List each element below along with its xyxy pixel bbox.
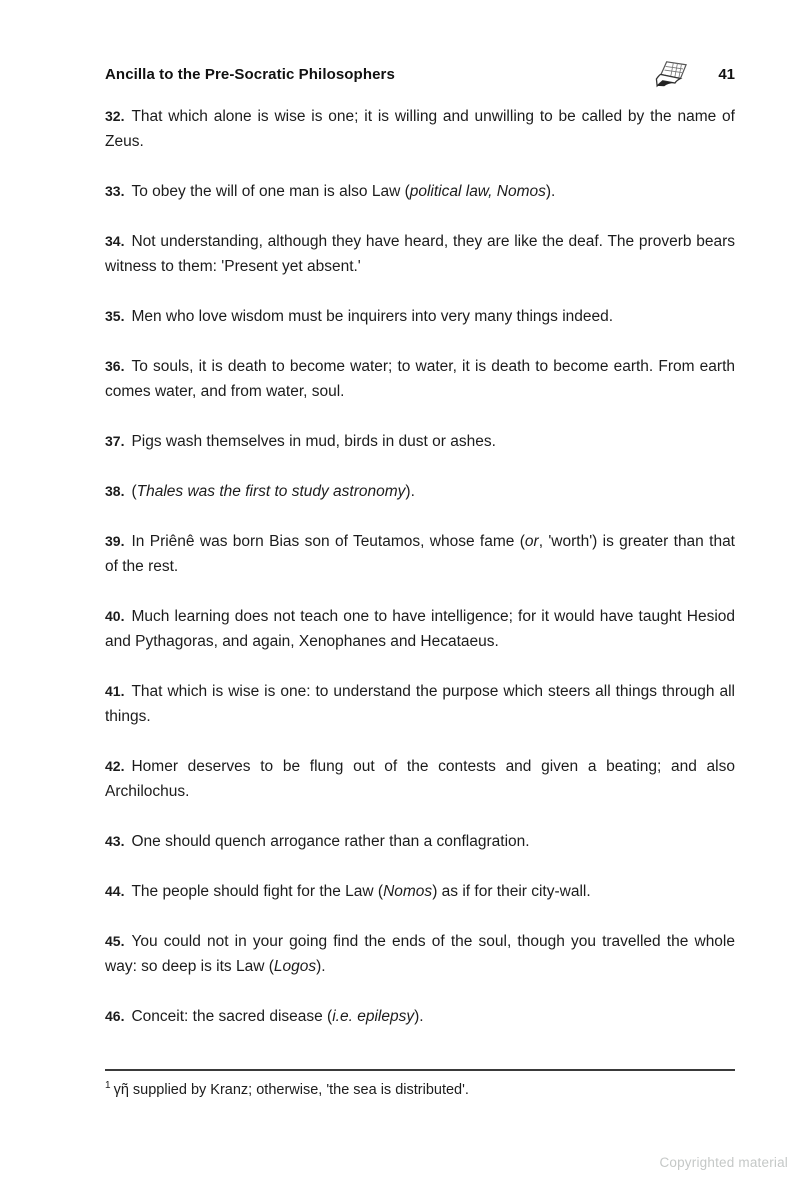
fragment-text-italic: Thales was the first to study astronomy (136, 483, 406, 500)
fragment-paragraph (105, 179, 735, 204)
footnote-text: γῆ supplied by Kranz; otherwise, 'the sea is distributed'. (113, 1082, 469, 1098)
fragment-paragraph (105, 479, 735, 504)
open-book-icon (654, 58, 696, 90)
footnote-divider (105, 1069, 735, 1071)
fragment-text: You could not in your going find the ends of the soul, though you travelled the whole way: so deep is its Law ( (105, 933, 735, 975)
fragment-paragraph (105, 529, 735, 579)
fragment-number: 41. (105, 683, 125, 699)
fragment-text: Much learning does not teach one to have intelligence; for it would have taught Hesiod and Pythagoras, and again, Xenophanes and Hecataeus. (105, 608, 735, 650)
fragment-paragraph (105, 229, 735, 279)
fragment-text: ) as if for their city-wall. (432, 883, 591, 900)
header-right-group (654, 58, 735, 90)
fragment-paragraph (105, 679, 735, 729)
fragment-number: 44. (105, 883, 125, 899)
fragment-number: 35. (105, 308, 125, 324)
fragment-number: 45. (105, 933, 125, 949)
running-head-title: Ancilla to the Pre-Socratic Philosophers (105, 65, 395, 83)
footnote (105, 1079, 735, 1101)
fragment-text: ( (131, 483, 137, 500)
fragment-number: 39. (105, 533, 125, 549)
fragment-text-italic: political law, Nomos (409, 183, 546, 200)
fragment-text: Pigs wash themselves in mud, birds in dust or ashes. (131, 433, 496, 450)
fragment-paragraph (105, 754, 735, 804)
fragment-text: To obey the will of one man is also Law ( (131, 183, 410, 200)
fragment-paragraph (105, 604, 735, 654)
copyright-watermark: Copyrighted material (659, 1155, 788, 1170)
fragment-number: 43. (105, 833, 125, 849)
fragment-text: ). (405, 483, 415, 500)
fragment-text-italic: Logos (273, 958, 317, 975)
fragment-paragraph (105, 429, 735, 454)
fragment-paragraph (105, 929, 735, 979)
fragment-text: That which is wise is one: to understand the purpose which steers all things through all things. (105, 683, 735, 725)
page-number: 41 (718, 65, 735, 83)
fragment-text-italic: Nomos (383, 883, 433, 900)
fragment-paragraph (105, 1004, 735, 1029)
fragment-paragraph (105, 879, 735, 904)
fragment-number: 33. (105, 183, 125, 199)
fragment-text: The people should fight for the Law ( (131, 883, 384, 900)
fragment-text-italic: or (524, 533, 539, 550)
fragment-number: 38. (105, 483, 125, 499)
fragment-text: To souls, it is death to become water; to water, it is death to become earth. From earth comes water, and from water, soul. (105, 358, 735, 400)
fragment-text: ). (414, 1008, 424, 1025)
fragment-text-italic: i.e. epilepsy (332, 1008, 415, 1025)
footnote-marker: 1 (105, 1080, 111, 1092)
fragment-text: , 'worth') is greater than that of the rest. (105, 533, 735, 575)
fragments-list (105, 104, 735, 1054)
fragment-paragraph (105, 304, 735, 329)
fragment-number: 34. (105, 233, 125, 249)
fragment-text: Conceit: the sacred disease ( (131, 1008, 333, 1025)
fragment-number: 36. (105, 358, 125, 374)
fragment-paragraph (105, 104, 735, 154)
fragment-number: 32. (105, 108, 125, 124)
fragment-text: Not understanding, although they have heard, they are like the deaf. The proverb bears witness to them: 'Present yet absent.' (105, 233, 735, 275)
fragment-paragraph (105, 829, 735, 854)
fragment-text: ). (545, 183, 556, 200)
footnote-block (105, 1069, 735, 1101)
page-header (105, 58, 735, 90)
fragment-text: In Priênê was born Bias son of Teutamos, whose fame ( (131, 533, 525, 550)
fragment-number: 42. (105, 758, 125, 774)
fragment-text: That which alone is wise is one; it is willing and unwilling to be called by the name of Zeus. (105, 108, 735, 150)
fragment-number: 46. (105, 1008, 125, 1024)
fragment-text: One should quench arrogance rather than a conflagration. (131, 833, 530, 850)
fragment-text: Men who love wisdom must be inquirers into very many things indeed. (131, 308, 614, 325)
fragment-text: ). (316, 958, 326, 975)
fragment-number: 40. (105, 608, 125, 624)
fragment-number: 37. (105, 433, 125, 449)
fragment-text: Homer deserves to be flung out of the contests and given a beating; and also Archilochus. (105, 758, 735, 800)
fragment-paragraph (105, 354, 735, 404)
